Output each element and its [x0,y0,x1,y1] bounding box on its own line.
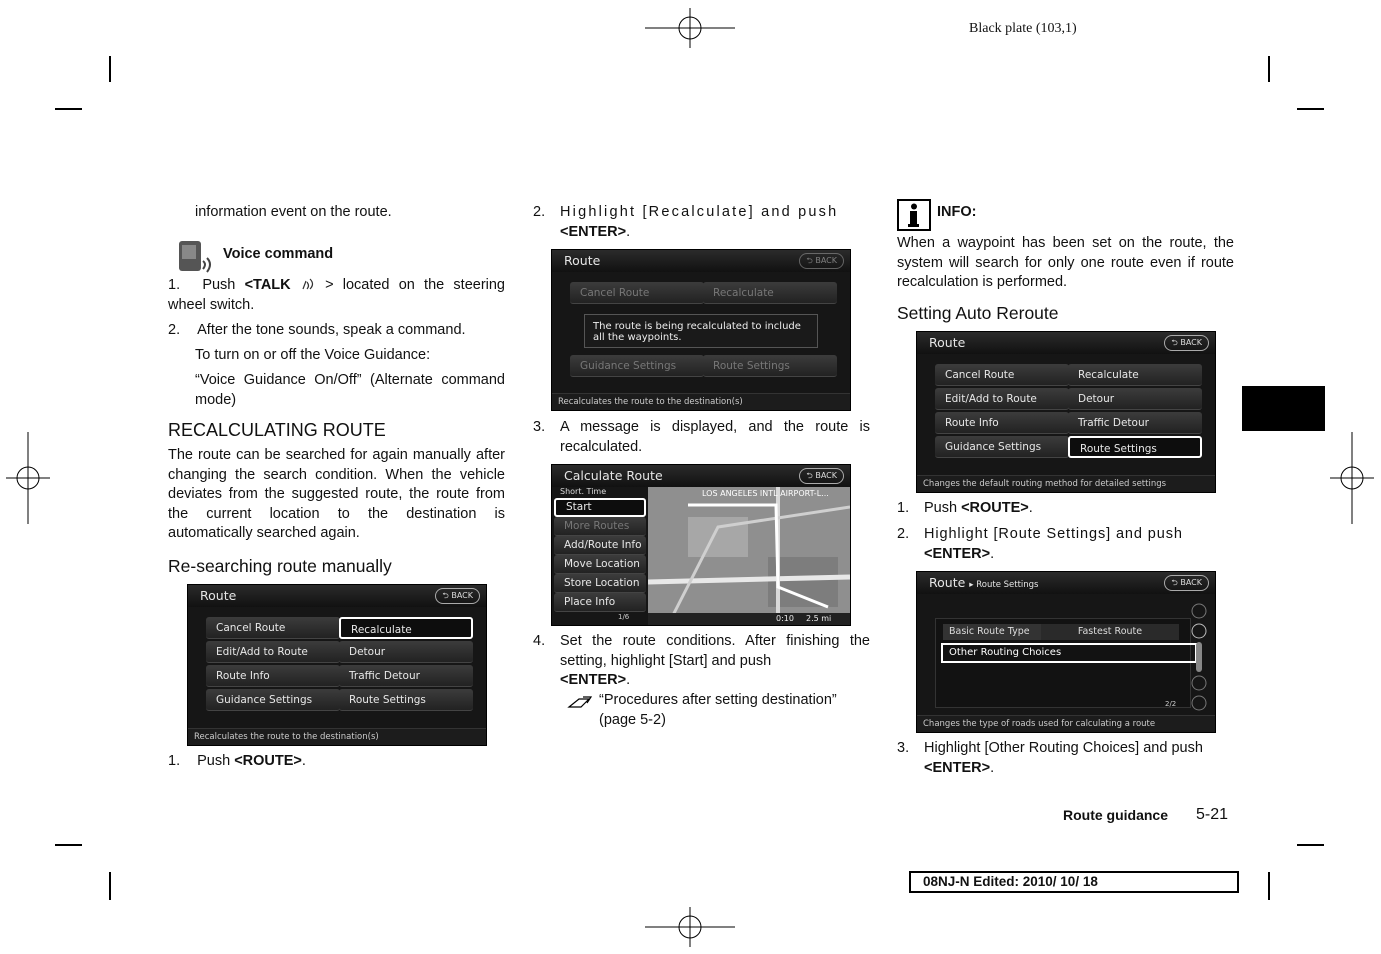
registration-mark-right [1330,432,1374,524]
crop-mark [1297,844,1324,846]
edited-label: 08NJ-N Edited: 2010/ 10/ 18 [923,874,1098,889]
menu-route-settings: Route Settings [1068,436,1202,458]
info-body: When a waypoint has been set on the route, the system will search for only one route even if route recalculation is performed. [897,235,1234,290]
section-heading-auto-reroute: Setting Auto Reroute [897,303,1059,323]
route-settings-menu-screenshot: Route ⮌ BACK Cancel Route Recalculate Edit/Add to Route Detour Route Info Traffic Detour Guidance Settings Route Settings Changes the default routing method for detailed settings [916,331,1216,493]
menu-detour: Detour [1068,388,1202,410]
col3-step2: 2. Highlight [Route Settings] and push <ENTER>. [897,526,1183,562]
menu-cancel-route: Cancel Route [206,617,340,639]
calc-add-route-info: Add/Route Info [554,536,646,555]
route-settings-screenshot: Route ▸ Route Settings ⮌ BACK Basic Route Type Fastest Route Other Routing Choices 2/2 Changes the type of roads used for calculating a route [916,571,1216,733]
voice-guidance-instruction: To turn on or off the Voice Guidance: [195,347,431,363]
col1-step2: 2. After the tone sounds, speak a command. [168,322,466,338]
recalculating-body: The route can be searched for again manually after changing the search condition. When the vehicle deviates from the suggested route, the route from the current location to the destination is automatically searched again. [168,447,505,541]
route-menu-screenshot [187,584,487,746]
menu-guidance-settings: Guidance Settings [570,355,704,377]
basic-route-type-label: Basic Route Type [943,624,1044,640]
calculate-route-screenshot: Calculate Route ⮌ BACK LOS ANGELES INTL AIRPORT-L... Short. Time Start More Routes Add/Route Info Move Location Store Location Place Info 1/6 0:10 2.5 mi [551,464,851,626]
reference-text: “Procedures after setting destination” (page 5-2) [599,692,837,728]
voice-command-heading: Voice command [223,246,334,262]
menu-route-settings: Route Settings [703,355,837,377]
menu-detour: Detour [339,641,473,663]
menu-traffic-detour: Traffic Detour [339,665,473,687]
talk-icon [300,277,316,291]
col2-step3: 3. A message is displayed, and the route is recalculated. [533,419,870,455]
menu-edit-add-route: Edit/Add to Route [935,388,1069,410]
menu-cancel-route: Cancel Route [570,282,704,304]
menu-route-info: Route Info [206,665,340,687]
registration-mark-top [645,8,735,48]
registration-mark-bottom [645,907,735,947]
menu-recalculate: Recalculate [339,617,473,639]
status-bar: Recalculates the route to the destination(s) [188,728,486,745]
reference-icon [567,695,593,711]
crop-mark [55,108,82,110]
crop-mark [109,56,111,82]
calc-start: Start [554,498,646,517]
list-page-indicator: 2/2 [1165,700,1177,708]
calc-more-routes: More Routes [554,517,646,536]
back-button: ⮌ BACK [435,588,480,604]
crop-mark [1268,872,1270,900]
list-page-indicator: 1/6 [618,613,630,621]
crop-mark [1268,56,1270,82]
intro-text: information event on the route. [195,204,392,220]
registration-mark-left [6,432,50,524]
menu-traffic-detour: Traffic Detour [1068,412,1202,434]
menu-route-settings: Route Settings [339,689,473,711]
menu-recalculate: Recalculate [1068,364,1202,386]
crop-mark [109,872,111,900]
edited-box [909,871,1239,893]
menu-recalculate: Recalculate [703,282,837,304]
voice-guidance-command: “Voice Guidance On/Off” (Alternate command mode) [195,372,505,408]
col1-last-step: 1. Push <ROUTE>. [168,753,306,769]
step-number: 1. [168,277,181,293]
menu-edit-add-route: Edit/Add to Route [206,641,340,663]
scrollbar [1189,602,1209,712]
menu-guidance-settings: Guidance Settings [935,436,1069,458]
menu-cancel-route: Cancel Route [935,364,1069,386]
destination-label: LOS ANGELES INTL AIRPORT-L... [702,489,829,498]
crop-mark [1297,108,1324,110]
route-mode-label: Short. Time [560,487,607,496]
calc-store-location: Store Location [554,574,646,593]
voice-command-icon [177,239,217,273]
col2-step4: 4. Set the route conditions. After finishing the setting, highlight [Start] and push <ENTER>. [533,633,870,688]
basic-route-type-value: Fastest Route [1041,624,1179,640]
calc-place-info: Place Info [554,593,646,612]
info-icon [897,199,931,231]
menu-guidance-settings: Guidance Settings [206,689,340,711]
info-label: INFO: [937,204,977,220]
col3-step3: 3. Highlight [Other Routing Choices] and push <ENTER>. [897,740,1203,776]
section-heading-recalculating: RECALCULATING ROUTE [168,420,386,440]
map-view [648,487,850,625]
route-time: 0:10 [776,614,794,623]
page-number: 5-21 [1196,806,1229,823]
screen-title: Route [188,585,486,607]
subsection-heading-research: Re-searching route manually [168,556,392,576]
col2-step2: 2. Highlight [Recalculate] and push <ENTER>. [533,204,839,240]
plate-label: Black plate (103,1) [969,21,1077,36]
recalculation-message: The route is being recalculated to include all the waypoints. [584,314,818,348]
crop-mark [55,844,82,846]
chapter-tab [1242,386,1325,431]
route-distance: 2.5 mi [806,614,832,623]
other-routing-choices: Other Routing Choices [941,643,1197,663]
recalculating-message-screenshot: Route ⮌ BACK Cancel Route Recalculate Guidance Settings Route Settings The route is being recalculated to include all the waypoints. Recalculates the route to the destination(s) [551,249,851,411]
col3-step1: 1. Push <ROUTE>. [897,500,1033,516]
calc-move-location: Move Location [554,555,646,574]
footer-section-name: Route guidance [1063,807,1169,823]
col1-step1: 1. Push <TALK > located on the steering wheel switch. [168,277,505,313]
menu-route-info: Route Info [935,412,1069,434]
